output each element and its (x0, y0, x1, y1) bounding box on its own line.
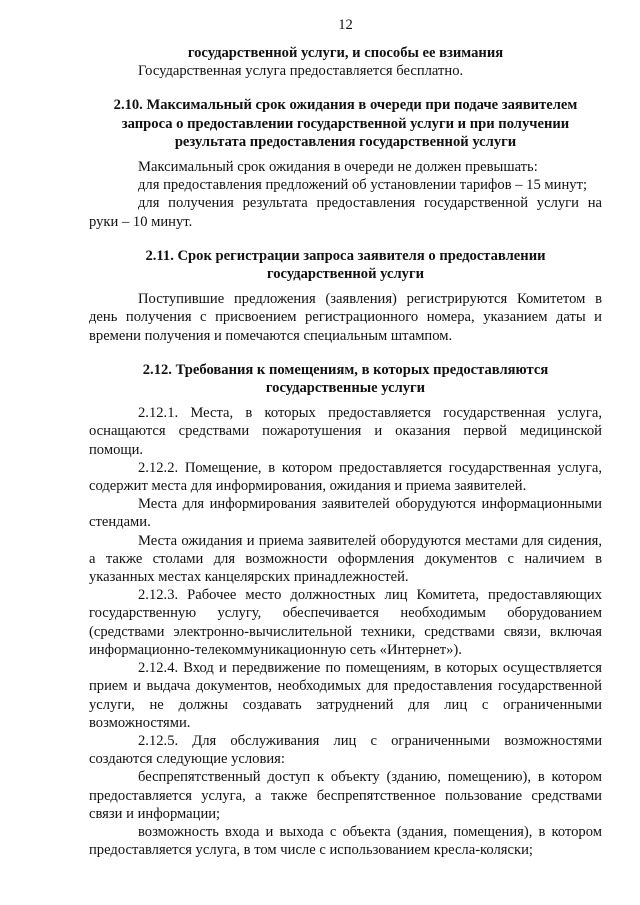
paragraph: Поступившие предложения (заявления) регистрируются Комитетом в день получения с присвоением регистрационного номера, указанием даты и времени получения и помечаются специальным штампом. (89, 291, 602, 344)
section-heading-2-10: 2.10. Максимальный срок ожидания в очереди при подаче заявителем запроса о предоставлении государственной услуги и при получении результата предоставления государственной услуги (113, 97, 578, 150)
paragraph: Места для информирования заявителей оборудуются информационными стендами. (89, 496, 602, 531)
paragraph: Максимальный срок ожидания в очереди не должен превышать: (138, 159, 538, 176)
paragraph: беспрепятственный доступ к объекту (зданию, помещению), в котором предоставляется услуга, а также беспрепятственное пользование средствами связи и информации; (89, 769, 602, 822)
paragraph: для предоставления предложений об установлении тарифов – 15 минут; (138, 177, 587, 194)
paragraph: 2.12.4. Вход и передвижение по помещениям, в которых осуществляется прием и выдача документов, необходимых для предоставления государственной услуги, не должны создавать затруднений для лиц с ограниченными возможностями. (89, 660, 602, 731)
paragraph: для получения результата предоставления государственной услуги на руки – 10 минут. (89, 195, 602, 230)
paragraph: Места ожидания и приема заявителей оборудуются местами для сидения, а также столами для возможности оформления документов с наличием в указанных местах канцелярских принадлежностей. (89, 532, 602, 586)
section-heading-fee: государственной услуги, и способы ее взимания (187, 45, 504, 61)
document-page (89, 16, 602, 859)
paragraph: 2.12.3. Рабочее место должностных лиц Комитета, предоставляющих государственную услугу, обеспечивается необходимым оборудованием (средствами электронно-вычислительной техники, средствами связи, включая информационно-телекоммуникационную сеть «Интернет»). (89, 587, 602, 658)
paragraph-fee: Государственная услуга предоставляется бесплатно. (138, 63, 464, 80)
section-heading-2-12: 2.12. Требования к помещениям, в которых предоставляются государственные услуги (142, 361, 549, 397)
paragraph: 2.12.2. Помещение, в котором предоставляется государственная услуга, содержит места для информирования, ожидания и приема заявителей. (89, 459, 602, 495)
paragraph: возможность входа и выхода с объекта (здания, помещения), в котором предоставляется услуга, в том числе с использованием кресла-коляски; (89, 823, 602, 859)
paragraph: 2.12.5. Для обслуживания лиц с ограниченными возможностями создаются следующие условия: (89, 732, 602, 768)
section-heading-2-11: 2.11. Срок регистрации запроса заявителя о предоставлении государственной услуги (145, 247, 546, 283)
page-number: 12 (338, 17, 353, 33)
paragraph: 2.12.1. Места, в которых предоставляется государственная услуга, оснащаются средствами пожаротушения и оказания первой медицинской помощи. (89, 405, 602, 458)
